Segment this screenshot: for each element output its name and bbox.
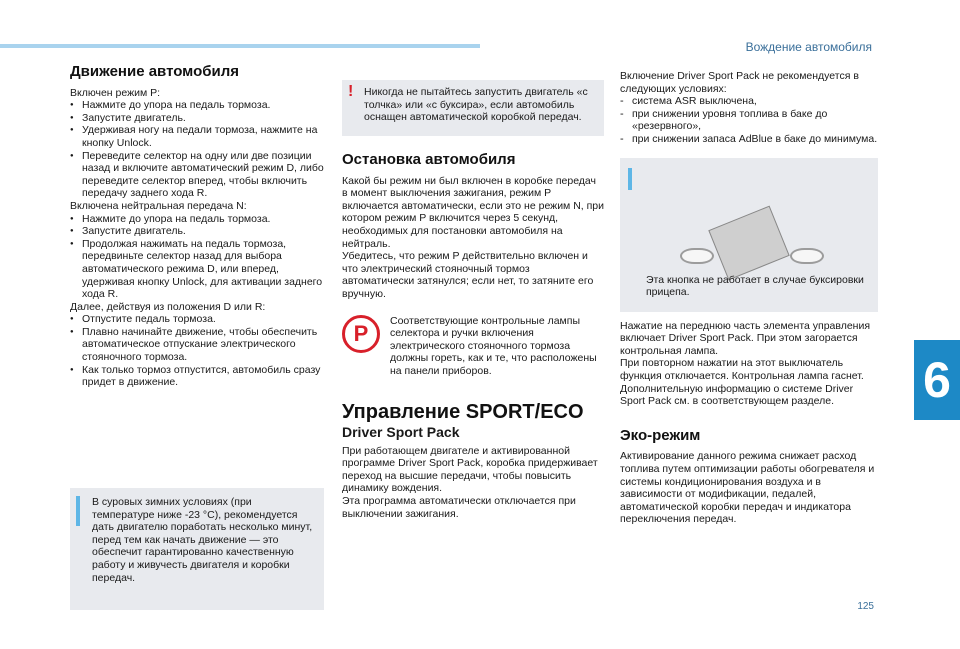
winter-note-box [70,488,324,610]
press-text-2: При повторном нажатии на этот выключатель функция отключается. Контрольная лампа гаснет. [620,357,864,382]
column-stop [342,74,604,520]
mode-dr-list [70,313,328,389]
dsp-text-2: Эта программа автоматически отключается при выключении зажигания. [342,495,576,520]
list-item: ● Отпустите педаль тормоза. [70,313,328,326]
dsp-intro: Включение Driver Sport Pack не рекомендуется в следующих условиях: [620,70,859,95]
dsp-conditions-list [620,95,878,145]
mode-dr-label: Далее, действуя из положения D или R: [70,300,266,313]
subsection-title-dsp: Driver Sport Pack [342,424,460,441]
dsp-button-figure [620,158,878,312]
column-dsp [620,70,878,526]
list-item: - при снижении запаса AdBlue в баке до минимума. [620,133,878,146]
warning-box [342,80,604,136]
column-driving [70,63,328,389]
figure-caption: Эта кнопка не работает в случае буксировки прицепа. [646,273,864,299]
chapter-tab: 6 [914,340,960,420]
list-item: ● Запустите двигатель. [70,225,328,238]
list-item: - при снижении уровня топлива в баке до «резервного», [620,108,878,133]
section-title-stop: Остановка автомобиля [342,151,516,168]
list-item: ● Запустите двигатель. [70,112,328,125]
stop-text-1: Какой бы режим ни был включен в коробке передач в момент выключения зажигания, режим P включается автоматически, если это не режим N, при котором режим P включится через 5 секунд, необходимых для постановки автомобиля на нейтраль. [342,174,605,250]
dsp-text-1: При работающем двигателе и активированной программе Driver Sport Pack, коробка придерживает переход на высшие передачи, чтобы повысить динамику вождения. [342,444,598,495]
list-item: ● Плавно начинайте движение, чтобы обеспечить автоматическое отпускание электрического стояночного тормоза. [70,326,328,364]
list-item: ● Продолжая нажимать на педаль тормоза, передвиньте селектор назад для выбора автоматического режима D, или вперед, удерживая кнопку Unlock, для активации заднего хода R. [70,238,328,301]
parking-warning-icon: P [342,315,380,353]
list-item: ● Как только тормоз отпустится, автомобиль сразу придет в движение. [70,364,328,389]
stop-text-2: Убедитесь, что режим P действительно включен и что электрический стояночный тормоз автоматически затянулся; если нет, то затяните его вручную. [342,250,594,300]
section-title-sport-eco: Управление SPORT/ECO [342,400,584,423]
section-title-eco: Эко-режим [620,426,701,444]
list-item: ● Удерживая ногу на педали тормоза, нажмите на кнопку Unlock. [70,124,328,149]
mode-p-label: Включен режим P: [70,86,161,99]
list-item: ● Нажмите до упора на педаль тормоза. [70,213,328,226]
info-icon [628,168,634,190]
mode-n-label: Включена нейтральная передача N: [70,199,247,212]
top-accent-bar [0,44,480,48]
exclamation-icon: ! [348,83,354,100]
mode-n-list [70,213,328,301]
section-title-driving: Движение автомобиля [70,63,240,80]
list-item: - система ASR выключена, [620,95,878,108]
press-text-1: Нажатие на переднюю часть элемента управления включает Driver Sport Pack. При этом загорается контрольная лампа. [620,319,871,357]
eco-text: Активирование данного режима снижает расход топлива путем оптимизации работы обогревателя и системы кондиционирования воздуха и в зависимости от модификации, педалей, автоматической коробки передач и индикатора переключения передач. [620,450,875,526]
parking-note-text: Соответствующие контрольные лампы селектора и ручки включения электрического стояночного тормоза должны гореть, как и те, что расположены на панели приборов. [390,314,597,377]
info-icon [76,496,84,526]
page-number: 125 [857,601,874,612]
list-item: ● Нажмите до упора на педаль тормоза. [70,99,328,112]
gear-selector-illustration [708,205,789,280]
mode-p-list [70,99,328,200]
warning-text: Никогда не пытайтесь запустить двигатель «с толчка» или «с буксира», если автомобиль оснащен автоматической коробкой передач. [364,86,588,124]
press-text-3: Дополнительную информацию о системе Driver Sport Pack см. в соответствующем разделе. [620,382,854,408]
page-header: Вождение автомобиля [745,40,872,54]
steering-wheel-icon [680,248,714,264]
winter-note-text: В суровых зимних условиях (при температуре ниже -23 °C), рекомендуется дать двигателю поработать несколько минут, перед тем как начать движение — это обеспечит гарантированно качественную работу и живучесть двигателя и коробки передач. [92,496,313,584]
steering-wheel-icon [790,248,824,264]
parking-note [342,315,604,378]
list-item: ● Переведите селектор на одну или две позиции назад и включите автоматический режим D, либо переведите селектор вперед, чтобы включить передачу заднего хода R. [70,150,328,200]
